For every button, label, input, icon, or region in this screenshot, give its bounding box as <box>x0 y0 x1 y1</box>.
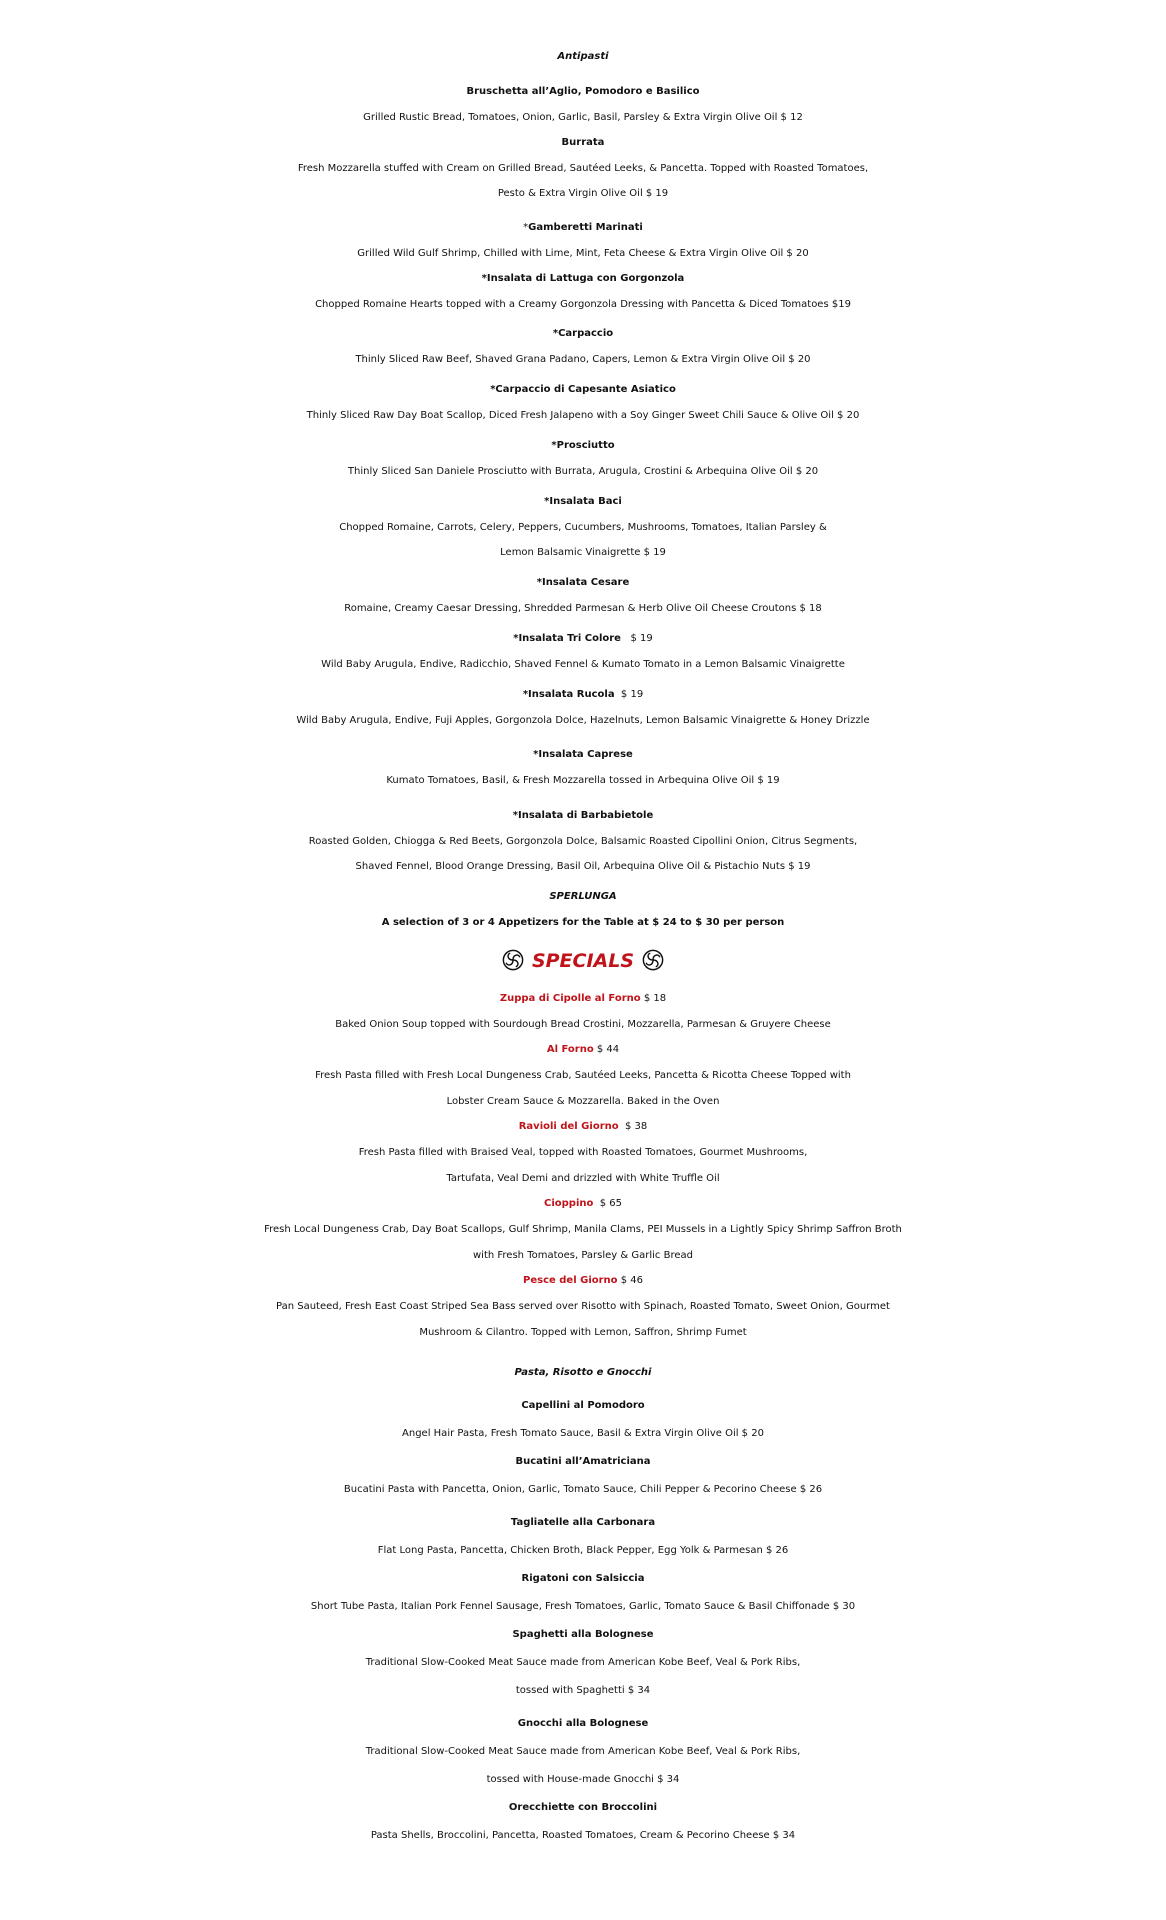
baci-desc-line1: Chopped Romaine, Carrots, Celery, Peppers, Cucumbers, Mushrooms, Tomatoes, Italian Parsley & <box>339 522 827 533</box>
ravioli-name: Ravioli del Giorno <box>518 1121 619 1132</box>
cesare-desc: Romaine, Creamy Caesar Dressing, Shredded Parmesan & Herb Olive Oil Cheese Croutons $ 18 <box>344 603 822 614</box>
alforno-name: Al Forno <box>546 1044 594 1055</box>
gnocchi-name: Gnocchi alla Bolognese <box>517 1718 649 1729</box>
barbabietole-desc-line1: Roasted Golden, Chiogga & Red Beets, Gorgonzola Dolce, Balsamic Roasted Cipollini Onion, Citrus Segments, <box>308 836 858 847</box>
pasta-heading: Pasta, Risotto e Gnocchi <box>514 1367 652 1378</box>
pesce-title <box>0 1268 1166 1293</box>
alforno-desc-line2: Lobster Cream Sauce & Mozzarella. Baked in the Oven <box>446 1096 720 1107</box>
gnocchi-desc-line2: tossed with House-made Gnocchi $ 34 <box>486 1774 680 1785</box>
bruschetta-desc: Grilled Rustic Bread, Tomatoes, Onion, Garlic, Basil, Parsley & Extra Virgin Olive Oil $ 12 <box>363 112 803 123</box>
ravioli-desc-line2: Tartufata, Veal Demi and drizzled with White Truffle Oil <box>446 1173 720 1184</box>
ravioli-price: $ 38 <box>624 1121 648 1132</box>
carbonara-name: Tagliatelle alla Carbonara <box>510 1517 656 1528</box>
capesante-name: *Carpaccio di Capesante Asiatico <box>490 384 676 395</box>
pesce-desc-line2: Mushroom & Cilantro. Topped with Lemon, Saffron, Shrimp Fumet <box>419 1327 747 1338</box>
sperlunga-name: SPERLUNGA <box>549 891 617 902</box>
burrata-desc-line1: Fresh Mozzarella stuffed with Cream on Grilled Bread, Sautéed Leeks, & Pancetta. Topped with Roasted Tomatoes, <box>297 163 869 174</box>
rucola-title <box>0 682 1166 707</box>
ravioli-title <box>0 1114 1166 1139</box>
bucatini-name: Bucatini all’Amatriciana <box>515 1456 651 1467</box>
cioppino-desc-line2: with Fresh Tomatoes, Parsley & Garlic Bread <box>473 1250 693 1261</box>
bucatini-desc: Bucatini Pasta with Pancetta, Onion, Garlic, Tomato Sauce, Chili Pepper & Pecorino Cheese $ 26 <box>343 1484 823 1495</box>
barbabietole-desc-line2: Shaved Fennel, Blood Orange Dressing, Basil Oil, Arbequina Olive Oil & Pistachio Nuts $ 19 <box>355 861 811 872</box>
tricolore-title <box>0 626 1166 651</box>
rigatoni-desc: Short Tube Pasta, Italian Pork Fennel Sausage, Fresh Tomatoes, Garlic, Tomato Sauce & Basil Chiffonade $ 30 <box>310 1601 856 1612</box>
gamberetti-star: * <box>523 222 529 233</box>
spaghetti-desc-line1: Traditional Slow-Cooked Meat Sauce made from American Kobe Beef, Veal & Pork Ribs, <box>365 1657 801 1668</box>
gamberetti-name: Gamberetti Marinati <box>528 222 643 233</box>
prosciutto-desc: Thinly Sliced San Daniele Prosciutto with Burrata, Arugula, Crostini & Arbequina Olive Oil $ 20 <box>347 466 819 477</box>
capesante-desc: Thinly Sliced Raw Day Boat Scallop, Diced Fresh Jalapeno with a Soy Ginger Sweet Chili Sauce & Olive Oil $ 20 <box>306 410 860 421</box>
burrata-name: Burrata <box>561 137 605 148</box>
ravioli-desc-line1: Fresh Pasta filled with Braised Veal, topped with Roasted Tomatoes, Gourmet Mushrooms, <box>358 1147 808 1158</box>
barbabietole-name: *Insalata di Barbabietole <box>512 810 654 821</box>
cioppino-price: $ 65 <box>599 1198 622 1209</box>
prosciutto-name: *Prosciutto <box>551 440 615 451</box>
rucola-name: *Insalata Rucola <box>522 689 615 700</box>
alforno-price: $ 44 <box>596 1044 620 1055</box>
capellini-name: Capellini al Pomodoro <box>521 1400 645 1411</box>
baci-desc-line2: Lemon Balsamic Vinaigrette $ 19 <box>500 547 666 558</box>
rucola-price: $ 19 <box>620 689 644 700</box>
gamberetti-title <box>0 215 1166 240</box>
zuppa-price: $ 18 <box>643 993 667 1004</box>
cesare-name: *Insalata Cesare <box>536 577 630 588</box>
pesce-desc-line1: Pan Sauteed, Fresh East Coast Striped Sea Bass served over Risotto with Spinach, Roasted Tomato, Sweet Onion, Gourmet <box>276 1301 890 1312</box>
swirl-icon <box>502 949 524 971</box>
caprese-name: *Insalata Caprese <box>533 749 633 760</box>
rucola-desc: Wild Baby Arugula, Endive, Fuji Apples, Gorgonzola Dolce, Hazelnuts, Lemon Balsamic Vinaigrette & Honey Drizzle <box>296 715 870 726</box>
baci-name: *Insalata Baci <box>544 496 622 507</box>
tricolore-desc: Wild Baby Arugula, Endive, Radicchio, Shaved Fennel & Kumato Tomato in a Lemon Balsamic Vinaigrette <box>321 659 845 670</box>
alforno-desc-line1: Fresh Pasta filled with Fresh Local Dungeness Crab, Sautéed Leeks, Pancetta & Ricotta Cheese Topped with <box>315 1070 851 1081</box>
cioppino-name: Cioppino <box>544 1198 594 1209</box>
gamberetti-desc: Grilled Wild Gulf Shrimp, Chilled with Lime, Mint, Feta Cheese & Extra Virgin Olive Oil $ 20 <box>357 248 809 259</box>
cioppino-desc-line1: Fresh Local Dungeness Crab, Day Boat Scallops, Gulf Shrimp, Manila Clams, PEI Mussels in a Lightly Spicy Shrimp Saffron Broth <box>264 1224 902 1235</box>
tricolore-price: $ 19 <box>630 633 653 644</box>
spaghetti-desc-line2: tossed with Spaghetti $ 34 <box>515 1685 651 1696</box>
spaghetti-name: Spaghetti alla Bolognese <box>512 1629 654 1640</box>
sperlunga-desc: A selection of 3 or 4 Appetizers for the Table at $ 24 to $ 30 per person <box>381 917 785 928</box>
orecchiette-name: Orecchiette con Broccolini <box>508 1802 658 1813</box>
cioppino-title <box>0 1191 1166 1216</box>
lattuga-desc: Chopped Romaine Hearts topped with a Creamy Gorgonzola Dressing with Pancetta & Diced Tomatoes $19 <box>315 299 851 310</box>
swirl-icon <box>642 949 664 971</box>
specials-heading: SPECIALS <box>531 950 635 972</box>
carpaccio-name: *Carpaccio <box>552 328 614 339</box>
caprese-desc: Kumato Tomatoes, Basil, & Fresh Mozzarella tossed in Arbequina Olive Oil $ 19 <box>386 775 780 786</box>
alforno-title <box>0 1037 1166 1062</box>
rigatoni-name: Rigatoni con Salsiccia <box>521 1573 645 1584</box>
lattuga-name: *Insalata di Lattuga con Gorgonzola <box>481 273 685 284</box>
antipasti-heading: Antipasti <box>557 51 609 62</box>
gnocchi-desc-line1: Traditional Slow-Cooked Meat Sauce made from American Kobe Beef, Veal & Pork Ribs, <box>365 1746 801 1757</box>
pesce-name: Pesce del Giorno <box>523 1275 618 1286</box>
capellini-desc: Angel Hair Pasta, Fresh Tomato Sauce, Basil & Extra Virgin Olive Oil $ 20 <box>402 1428 764 1439</box>
bruschetta-name: Bruschetta all’Aglio, Pomodoro e Basilico <box>466 86 700 97</box>
carbonara-desc: Flat Long Pasta, Pancetta, Chicken Broth, Black Pepper, Egg Yolk & Parmesan $ 26 <box>377 1545 789 1556</box>
zuppa-title <box>0 986 1166 1011</box>
burrata-desc-line2: Pesto & Extra Virgin Olive Oil $ 19 <box>497 188 669 199</box>
orecchiette-desc: Pasta Shells, Broccolini, Pancetta, Roasted Tomatoes, Cream & Pecorino Cheese $ 34 <box>370 1830 796 1841</box>
zuppa-name: Zuppa di Cipolle al Forno <box>499 993 641 1004</box>
pesce-price: $ 46 <box>620 1275 643 1286</box>
specials-heading-row <box>0 946 1166 980</box>
carpaccio-desc: Thinly Sliced Raw Beef, Shaved Grana Padano, Capers, Lemon & Extra Virgin Olive Oil $ 20 <box>355 354 811 365</box>
tricolore-name: *Insalata Tri Colore <box>513 633 621 644</box>
zuppa-desc: Baked Onion Soup topped with Sourdough Bread Crostini, Mozzarella, Parmesan & Gruyere Cheese <box>335 1019 831 1030</box>
